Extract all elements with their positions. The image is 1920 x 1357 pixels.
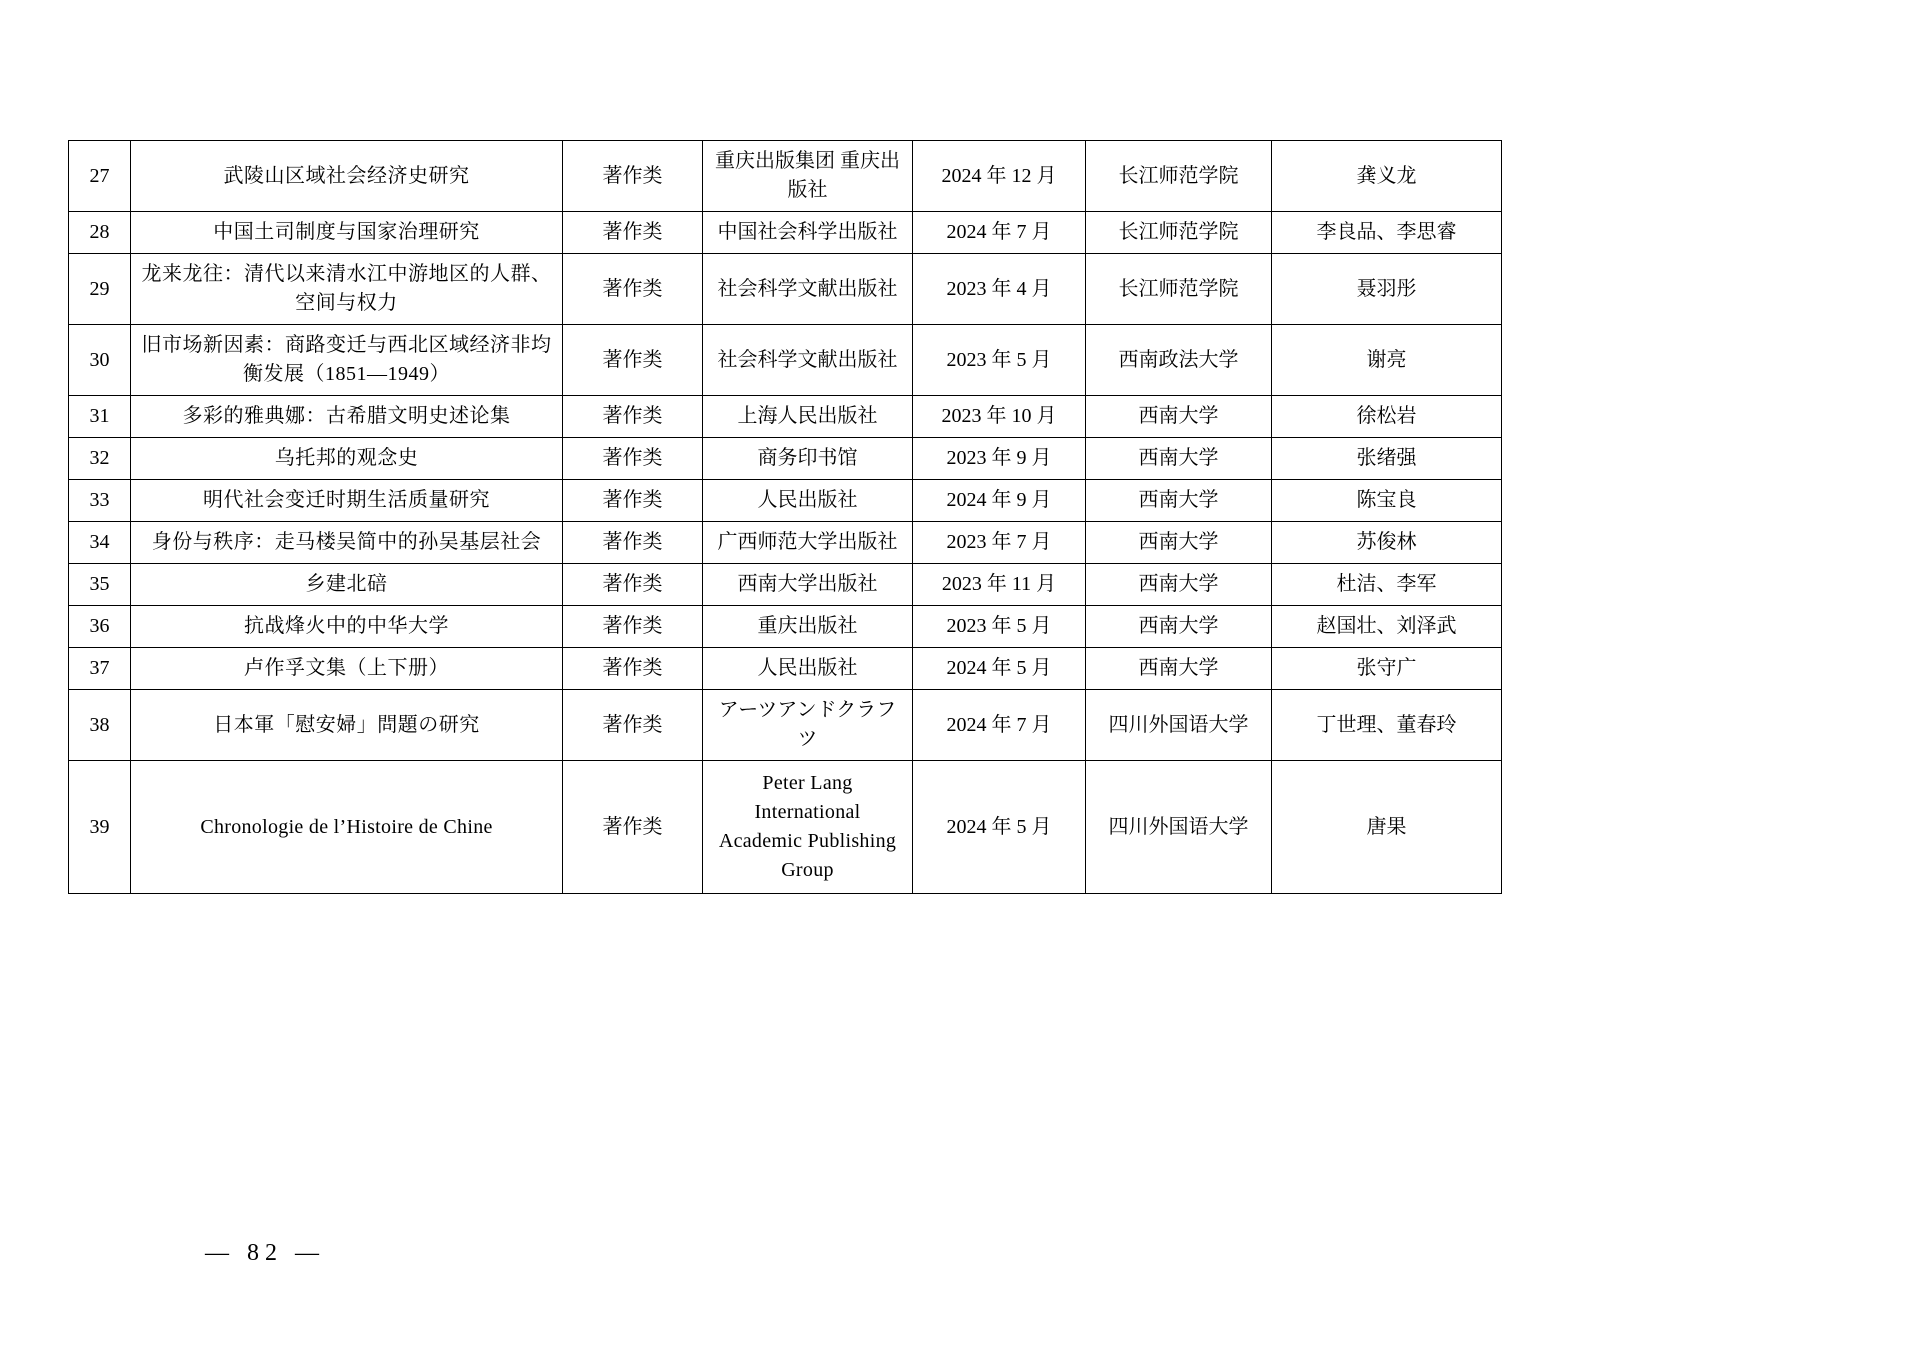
table-row (69, 396, 1502, 438)
cell-index: 32 (69, 438, 131, 480)
cell-unit: 西南大学 (1086, 606, 1272, 648)
cell-index: 29 (69, 254, 131, 325)
cell-title: 乌托邦的观念史 (131, 438, 563, 480)
cell-date: 2023 年 11 月 (913, 564, 1086, 606)
cell-date: 2024 年 5 月 (913, 761, 1086, 894)
cell-date: 2024 年 9 月 (913, 480, 1086, 522)
cell-title: 卢作孚文集（上下册） (131, 648, 563, 690)
table-row (69, 761, 1502, 894)
cell-title: 多彩的雅典娜：古希腊文明史述论集 (131, 396, 563, 438)
table-row (69, 564, 1502, 606)
cell-title: 武陵山区域社会经济史研究 (131, 141, 563, 212)
cell-author: 苏俊林 (1272, 522, 1502, 564)
table-row (69, 606, 1502, 648)
cell-publisher: 社会科学文献出版社 (703, 325, 913, 396)
table-row (69, 212, 1502, 254)
cell-type: 著作类 (563, 522, 703, 564)
cell-author: 张绪强 (1272, 438, 1502, 480)
cell-publisher: 人民出版社 (703, 480, 913, 522)
cell-type: 著作类 (563, 396, 703, 438)
cell-title: 龙来龙往：清代以来清水江中游地区的人群、空间与权力 (131, 254, 563, 325)
cell-author: 丁世理、董春玲 (1272, 690, 1502, 761)
cell-title: 身份与秩序：走马楼吴简中的孙吴基层社会 (131, 522, 563, 564)
cell-type: 著作类 (563, 761, 703, 894)
cell-author: 龚义龙 (1272, 141, 1502, 212)
cell-type: 著作类 (563, 564, 703, 606)
cell-author: 李良品、李思睿 (1272, 212, 1502, 254)
cell-publisher: 重庆出版集团 重庆出版社 (703, 141, 913, 212)
cell-publisher: 社会科学文献出版社 (703, 254, 913, 325)
cell-index: 27 (69, 141, 131, 212)
cell-type: 著作类 (563, 648, 703, 690)
cell-date: 2024 年 5 月 (913, 648, 1086, 690)
cell-title: 乡建北碚 (131, 564, 563, 606)
cell-author: 杜洁、李军 (1272, 564, 1502, 606)
cell-unit: 长江师范学院 (1086, 141, 1272, 212)
cell-publisher: Peter Lang International Academic Publishing Group (703, 761, 913, 894)
cell-index: 28 (69, 212, 131, 254)
table-row (69, 690, 1502, 761)
cell-type: 著作类 (563, 690, 703, 761)
cell-publisher: 重庆出版社 (703, 606, 913, 648)
cell-title: 抗战烽火中的中华大学 (131, 606, 563, 648)
cell-index: 30 (69, 325, 131, 396)
cell-unit: 西南大学 (1086, 480, 1272, 522)
cell-unit: 长江师范学院 (1086, 212, 1272, 254)
cell-index: 35 (69, 564, 131, 606)
cell-publisher: 上海人民出版社 (703, 396, 913, 438)
cell-unit: 西南政法大学 (1086, 325, 1272, 396)
page-number: — 82 — (205, 1240, 325, 1266)
cell-publisher: 中国社会科学出版社 (703, 212, 913, 254)
table-row (69, 254, 1502, 325)
cell-title: 中国土司制度与国家治理研究 (131, 212, 563, 254)
cell-type: 著作类 (563, 254, 703, 325)
cell-type: 著作类 (563, 606, 703, 648)
cell-index: 36 (69, 606, 131, 648)
cell-author: 聂羽彤 (1272, 254, 1502, 325)
cell-index: 38 (69, 690, 131, 761)
cell-date: 2023 年 9 月 (913, 438, 1086, 480)
cell-publisher: 商务印书馆 (703, 438, 913, 480)
cell-title: 旧市场新因素：商路变迁与西北区域经济非均衡发展（1851—1949） (131, 325, 563, 396)
table-row (69, 648, 1502, 690)
results-table (68, 140, 1502, 894)
table-body (69, 141, 1502, 894)
cell-index: 33 (69, 480, 131, 522)
cell-date: 2023 年 5 月 (913, 325, 1086, 396)
cell-author: 谢亮 (1272, 325, 1502, 396)
cell-date: 2023 年 10 月 (913, 396, 1086, 438)
cell-type: 著作类 (563, 438, 703, 480)
cell-title: Chronologie de l’Histoire de Chine (131, 761, 563, 894)
cell-author: 张守广 (1272, 648, 1502, 690)
cell-date: 2024 年 7 月 (913, 690, 1086, 761)
cell-index: 37 (69, 648, 131, 690)
table-row (69, 438, 1502, 480)
cell-title: 日本軍「慰安婦」問題の研究 (131, 690, 563, 761)
cell-author: 徐松岩 (1272, 396, 1502, 438)
cell-publisher: 广西师范大学出版社 (703, 522, 913, 564)
table-row (69, 141, 1502, 212)
cell-unit: 西南大学 (1086, 564, 1272, 606)
cell-unit: 西南大学 (1086, 648, 1272, 690)
cell-date: 2024 年 12 月 (913, 141, 1086, 212)
cell-author: 赵国壮、刘泽武 (1272, 606, 1502, 648)
cell-type: 著作类 (563, 325, 703, 396)
cell-author: 唐果 (1272, 761, 1502, 894)
cell-publisher: 西南大学出版社 (703, 564, 913, 606)
table-row (69, 480, 1502, 522)
cell-publisher: アーツアンドクラフツ (703, 690, 913, 761)
cell-unit: 西南大学 (1086, 396, 1272, 438)
cell-date: 2023 年 4 月 (913, 254, 1086, 325)
cell-unit: 四川外国语大学 (1086, 690, 1272, 761)
cell-index: 34 (69, 522, 131, 564)
cell-type: 著作类 (563, 480, 703, 522)
cell-unit: 四川外国语大学 (1086, 761, 1272, 894)
cell-index: 39 (69, 761, 131, 894)
cell-title: 明代社会变迁时期生活质量研究 (131, 480, 563, 522)
cell-type: 著作类 (563, 141, 703, 212)
cell-author: 陈宝良 (1272, 480, 1502, 522)
cell-type: 著作类 (563, 212, 703, 254)
cell-date: 2023 年 7 月 (913, 522, 1086, 564)
cell-date: 2023 年 5 月 (913, 606, 1086, 648)
cell-date: 2024 年 7 月 (913, 212, 1086, 254)
cell-unit: 西南大学 (1086, 522, 1272, 564)
table-row (69, 325, 1502, 396)
table-row (69, 522, 1502, 564)
cell-index: 31 (69, 396, 131, 438)
cell-unit: 西南大学 (1086, 438, 1272, 480)
cell-unit: 长江师范学院 (1086, 254, 1272, 325)
cell-publisher: 人民出版社 (703, 648, 913, 690)
